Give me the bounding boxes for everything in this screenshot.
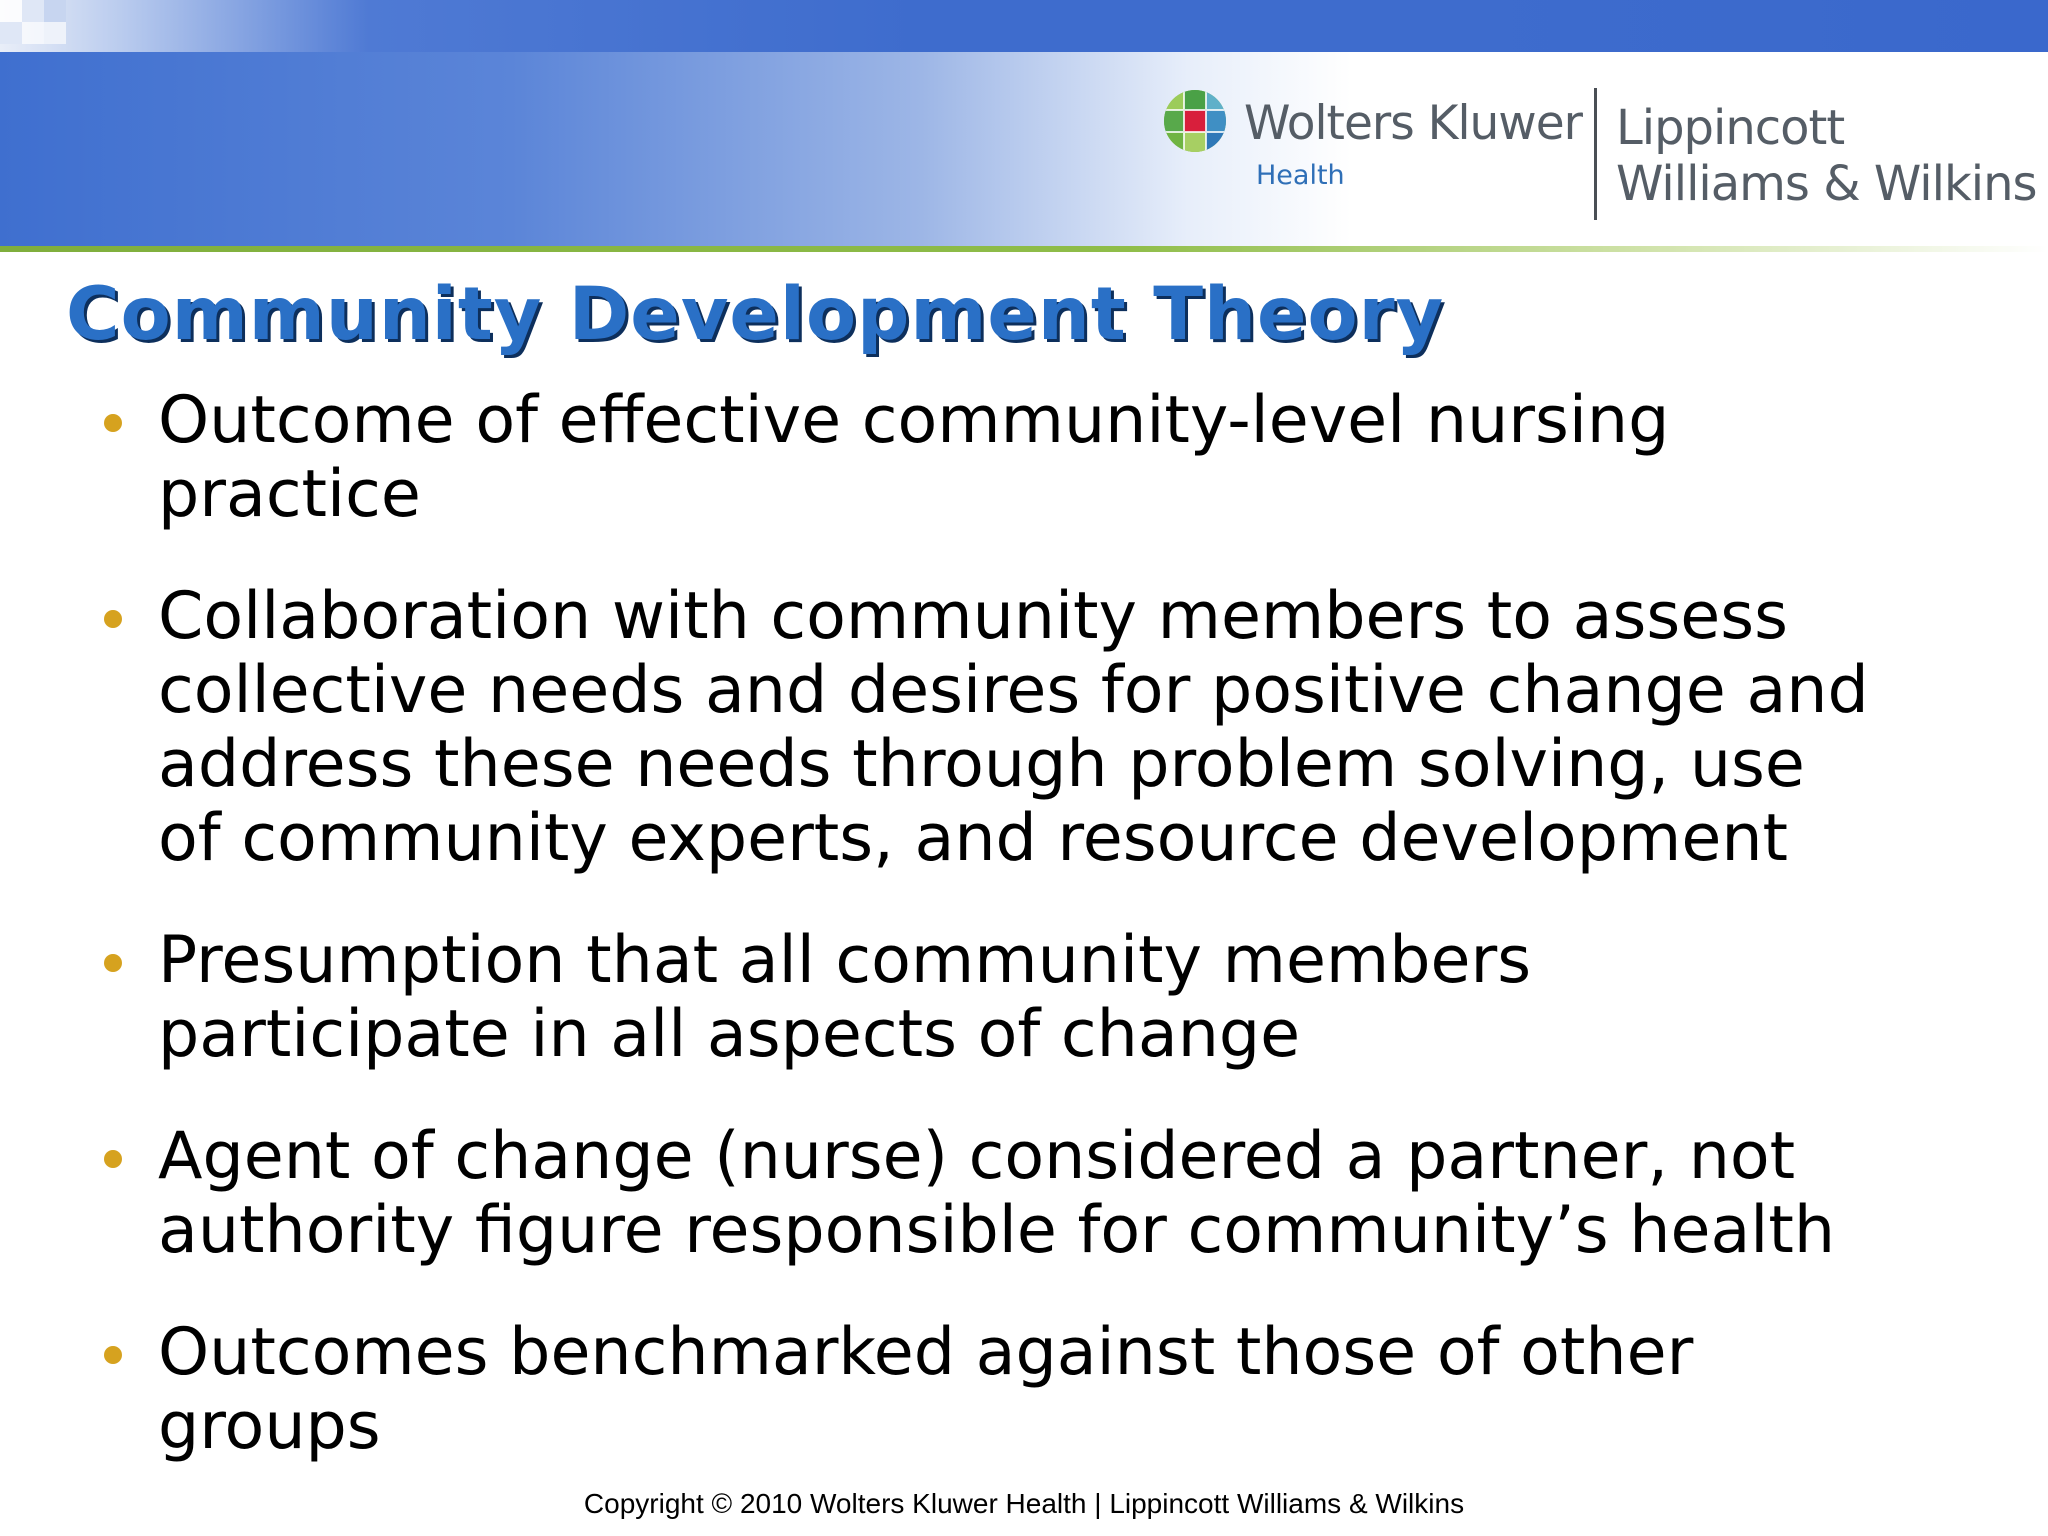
bullet-dot-icon <box>104 1346 122 1364</box>
brand-secondary-line2: Williams & Wilkins <box>1616 156 2037 212</box>
bullet-line: Outcome of effective community-level nursing <box>158 383 1670 458</box>
bullet-item <box>96 1120 1996 1268</box>
bullet-line: Collaboration with community members to assess <box>158 579 1788 654</box>
header-accent-line <box>0 246 2048 252</box>
brand-secondary-line1: Lippincott <box>1616 100 1845 156</box>
header-banner <box>0 0 2048 248</box>
bullet-line: authority figure responsible for community’s health <box>158 1193 1836 1268</box>
bullet-line: address these needs through problem solving, use <box>158 727 1805 802</box>
bullet-line: collective needs and desires for positive change and <box>158 653 1869 728</box>
bullet-dot-icon <box>104 414 122 432</box>
brand-primary-sub: Health <box>1256 160 1345 191</box>
bullet-item <box>96 924 1996 1072</box>
bullet-line: Outcomes benchmarked against those of other <box>158 1315 1694 1390</box>
bullet-line: participate in all aspects of change <box>158 997 1301 1072</box>
bullet-line: of community experts, and resource development <box>158 801 1789 876</box>
brand-primary: Wolters Kluwer <box>1244 96 1582 151</box>
bullet-dot-icon <box>104 610 122 628</box>
bullet-line: groups <box>158 1389 381 1464</box>
bullet-dot-icon <box>104 954 122 972</box>
copyright-footer: Copyright © 2010 Wolters Kluwer Health | Lippincott Williams & Wilkins <box>583 1488 1465 1519</box>
bullet-item <box>96 580 1996 876</box>
bullet-line: Presumption that all community members <box>158 923 1532 998</box>
logo-divider <box>1594 88 1597 220</box>
slide-title: Community Development Theory <box>66 272 1445 357</box>
bullet-dot-icon <box>104 1150 122 1168</box>
bullet-item <box>96 384 1996 532</box>
bullet-line: practice <box>158 457 421 532</box>
bullet-item <box>96 1316 1996 1464</box>
header-top-stripe <box>0 0 2048 52</box>
wolters-kluwer-globe-icon <box>1162 88 1228 154</box>
bullet-list <box>96 384 1996 1512</box>
bullet-line: Agent of change (nurse) considered a partner, not <box>158 1119 1796 1194</box>
